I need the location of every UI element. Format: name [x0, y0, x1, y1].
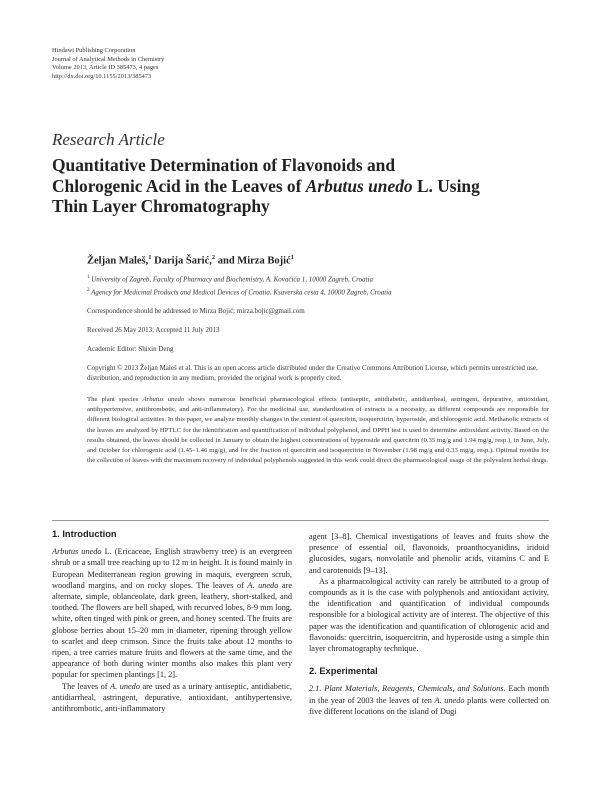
received-date: Received 26 May 2013; Accepted 11 July 2013 — [87, 326, 220, 334]
affiliation-marker: 2 — [87, 288, 90, 293]
journal-name: Journal of Analytical Methods in Chemistry — [52, 55, 165, 63]
copyright-notice: Copyright © 2013 Željan Maleš et al. This is an open access article distributed under the Creative Commons Attribution License, which permits unrestricted use, distribution, and reproduction in any medium, provided the original work is properly cited. — [87, 364, 538, 383]
article-type: Research Article — [52, 130, 165, 149]
abstract-text: The plant species — [87, 396, 143, 403]
affiliation-text: Agency for Medicinal Products and Medical Devices of Croatia, Ksaverska cesta 4, 10000 Zagreb, Croatia — [89, 288, 392, 297]
affiliation-marker: 1 — [290, 254, 294, 261]
intro-paragraph-4: As a pharmacological activity can rarely be attributed to a group of compounds as it is the case with polyphenols and antioxidant activity, the identification and quantification of individual compounds responsible for a biological activity are of interest. The objective of this paper was the identification and quantification of chlorogenic acid and flavonoids: quercitrin, isoquercitrin, and hyperoside using a simple thin layer chromatography technique. — [309, 576, 549, 654]
intro-paragraph-2 — [52, 681, 292, 715]
experimental-paragraph-1 — [309, 683, 549, 717]
correspondence: Correspondence should be addressed to Mirza Bojić; mirza.bojic@gmail.com — [87, 307, 305, 315]
subsection-heading: 2.1. Plant Materials, Reagents, Chemicals, and Solutions. — [309, 684, 506, 694]
abstract-text: shows numerous beneficial pharmacological effects (antiseptic, antidiabetic, antidiarrheal, astringent, depurative, antioxidant, antihypertensive, antithrombotic, and anti-inflammatory). For the medicinal use, standardization of extracts is a necessity, as different compounds are responsible for different biological activities. In this paper, we analyze monthly changes in the content of quercitrin, isoquercitrin, hyperoside, and chlorogenic acid. Methanolic extracts of the leaves are analyzed by HPTLC for the identification and quantification of individual polyphenol, and DPPH test is used to determine antioxidant activity. Based on the results obtained, the leaves should be collected in January to obtain the highest concentrations of hyperoside and quercitrin (0.35 mg/g and 1.94 mg/g, resp.), in June, July, and October for chlorogenic acid (1.45–1.46 mg/g), and for the fraction of quercitrin and isoquercitrin in November (1.98 mg/g and 0.33 mg/g, resp.). Optimal months for the collection of leaves with the maximum recovery of individual polyphenols suggested in this work could direct the pharmacological usage of the polyvalent herbal drugs. — [87, 396, 549, 465]
species-name: Arbutus unedo — [52, 547, 102, 557]
section-divider — [52, 520, 549, 521]
affiliation-marker: 1 — [148, 254, 152, 261]
author-name: and Mirza Bojić — [215, 255, 291, 267]
title-text: Chlorogenic Acid in the Leaves of — [52, 175, 306, 196]
publisher: Hindawi Publishing Corporation — [52, 47, 136, 54]
species-name: A. unedo — [247, 580, 279, 590]
body-text: Each month in the year of 2003 the leaves of ten — [309, 684, 549, 705]
abstract-species: Arbutus unedo — [142, 396, 185, 403]
title-line-3: Thin Layer Chromatography — [52, 196, 270, 216]
title-species: Arbutus unedo — [305, 175, 413, 196]
species-name: A. unedo — [434, 695, 465, 705]
volume-info: Volume 2013, Article ID 385473, 4 pages — [52, 64, 159, 72]
academic-editor: Academic Editor: Shixin Deng — [87, 345, 174, 353]
affiliation-1 — [87, 275, 547, 283]
affiliation-text: University of Zagreb, Faculty of Pharmacy and Biochemistry, A. Kovačića 1, 10000 Zagreb, Croatia — [89, 275, 374, 284]
affiliation-marker: 1 — [87, 275, 90, 280]
title-line-2 — [52, 176, 552, 197]
column-left — [52, 529, 292, 714]
body-text: are used as a urinary antiseptic, antidiabetic, antidiarrheal, astringent, depurative, antioxidant, antihypertensive, antithrombotic, anti-inflammatory — [52, 681, 292, 714]
abstract — [87, 395, 549, 466]
body-text: plants were collected on five different locations on the island of Dugi — [309, 695, 549, 716]
author-name: Darija Šarić, — [151, 255, 212, 267]
title-text: L. Using — [412, 175, 480, 196]
section-heading-experimental: 2. Experimental — [309, 666, 378, 677]
doi-link[interactable]: http://dx.doi.org/10.1155/2013/385473 — [52, 73, 152, 81]
body-text: are alternate, simple, oblanceolate, dark green, leathery, short-stalked, and toothed. The flowers are bell shaped, with recurved lobes, 8-9 mm long, white, often tinged with pink or green, and honey scented. The fruits are globose berries about 15–20 mm in diameter, ripening through yellow to scarlet and deep crimson. Since the fruits take about 12 months to ripen, a tree carries mature fruits and flowers at the same time, and the appearance of both during winter months also makes this plant very popular for specimen plantings [1, 2]. — [52, 580, 293, 680]
section-heading-introduction: 1. Introduction — [52, 529, 117, 539]
intro-paragraph-1 — [52, 546, 292, 680]
affiliation-marker: 2 — [211, 254, 216, 261]
author-list — [87, 254, 294, 267]
title-line-1: Quantitative Determination of Flavonoids and — [52, 155, 395, 175]
affiliation-2 — [87, 288, 547, 296]
journal-header — [52, 47, 352, 82]
body-text: L. (Ericaceae, English strawberry tree) is an evergreen shrub or a small tree reaching up to 12 m in height. It is found mainly in European Mediterranean region growing in maquis, evergreen scrub, woodland margins, and on rocky slopes. The leaves of — [52, 547, 292, 590]
body-text: The leaves of — [62, 681, 111, 691]
author-name: Željan Maleš, — [87, 255, 149, 267]
paper-title — [52, 155, 552, 217]
species-name: A. unedo — [110, 681, 140, 691]
column-right — [309, 529, 549, 717]
intro-paragraph-3: agent [3–8]. Chemical investigations of leaves and fruits show the presence of essential oil, flavonoids, proanthocyanidins, iridoid glucosides, sugars, nonvolatile and phenolic acids, vitamins C and E and carotenoids [9–13]. — [309, 532, 549, 575]
